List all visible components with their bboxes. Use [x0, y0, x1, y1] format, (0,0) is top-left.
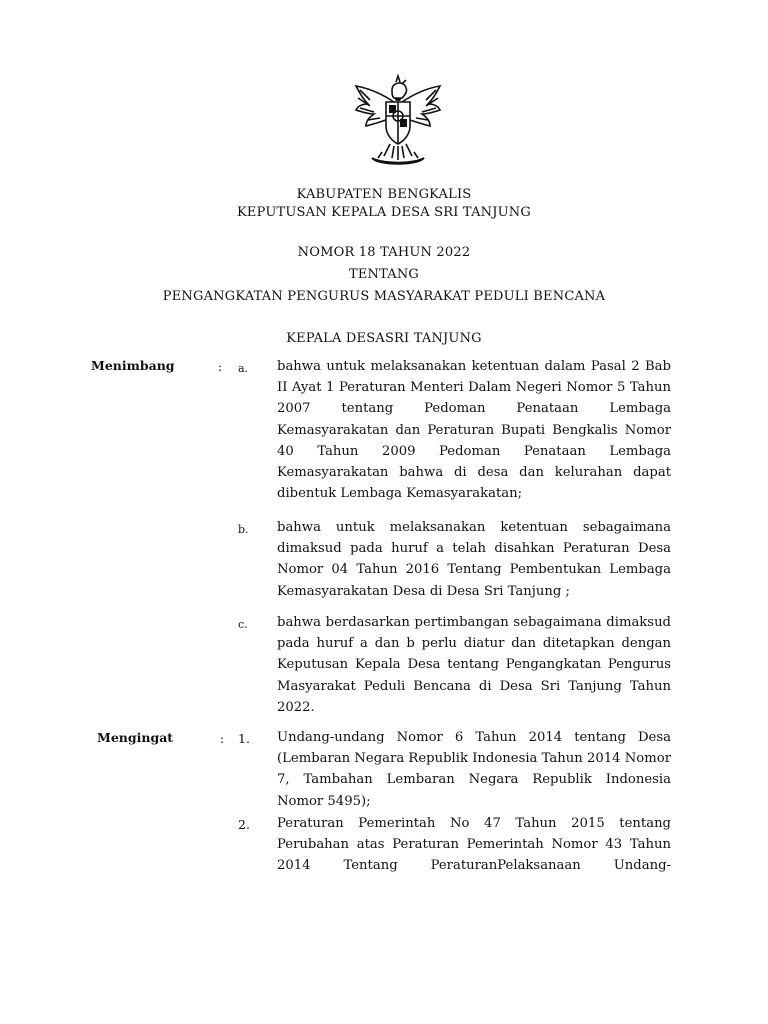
garuda-emblem-icon [348, 72, 448, 172]
mengingat-marker-2: 2. [238, 817, 250, 832]
regency-name: KABUPATEN BENGKALIS [296, 187, 472, 202]
menimbang-marker-c: c. [238, 618, 248, 631]
mengingat-item-2: Peraturan Pemerintah No 47 Tahun 2015 tentang Perubahan atas Peraturan Pemerintah Nomor 43 Tahun 2014 Tentang PeraturanPelaksanaan Undang- [277, 816, 671, 874]
menimbang-marker-a: a. [238, 362, 249, 375]
menimbang-label: Menimbang [91, 358, 175, 373]
mengingat-marker-1: 1. [238, 731, 250, 746]
decree-subject: PENGANGKATAN PENGURUS MASYARAKAT PEDULI BENCANA [162, 289, 606, 304]
decree-title: KEPUTUSAN KEPALA DESA SRI TANJUNG [237, 205, 531, 220]
menimbang-colon: : [218, 360, 223, 374]
about-label: TENTANG [348, 267, 420, 282]
official-title: KEPALA DESASRI TANJUNG [286, 331, 482, 346]
mengingat-label: Mengingat [97, 730, 174, 745]
menimbang-item-c: bahwa berdasarkan pertimbangan sebagaimana dimaksud pada huruf a dan b perlu diatur dan ditetapkan dengan Keputusan Kepala Desa tentang Pengangkatan Pengurus Masyarakat Peduli Bencana di Desa Sri Tanjung Tahun 2022. [277, 615, 671, 715]
decree-number: NOMOR 18 TAHUN 2022 [297, 245, 471, 260]
menimbang-item-b: bahwa untuk melaksanakan ketentuan sebagaimana dimaksud pada huruf a telah disahkan Peraturan Desa Nomor 04 Tahun 2016 Tentang Pembentukan Lembaga Kemasyarakatan Desa di Desa Sri Tanjung ; [277, 520, 671, 599]
menimbang-item-a: bahwa untuk melaksanakan ketentuan dalam Pasal 2 Bab II Ayat 1 Peraturan Menteri Dalam Negeri Nomor 5 Tahun 2007 tentang Pedoman Penataan Lembaga Kemasyarakatan dan Peraturan Bupati Bengkalis Nomor 40 Tahun 2009 Pedoman Penataan Lembaga Kemasyarakatan bahwa di desa dan kelurahan dapat dibentuk Lembaga Kemasyarakatan; [277, 359, 671, 502]
mengingat-item-1: Undang-undang Nomor 6 Tahun 2014 tentang Desa (Lembaran Negara Republik Indonesia Tahun 2014 Nomor 7, Tambahan Lembaran Negara Republik Indonesia Nomor 5495); [277, 730, 671, 809]
menimbang-marker-b: b. [238, 523, 249, 536]
mengingat-colon: : [220, 732, 225, 746]
